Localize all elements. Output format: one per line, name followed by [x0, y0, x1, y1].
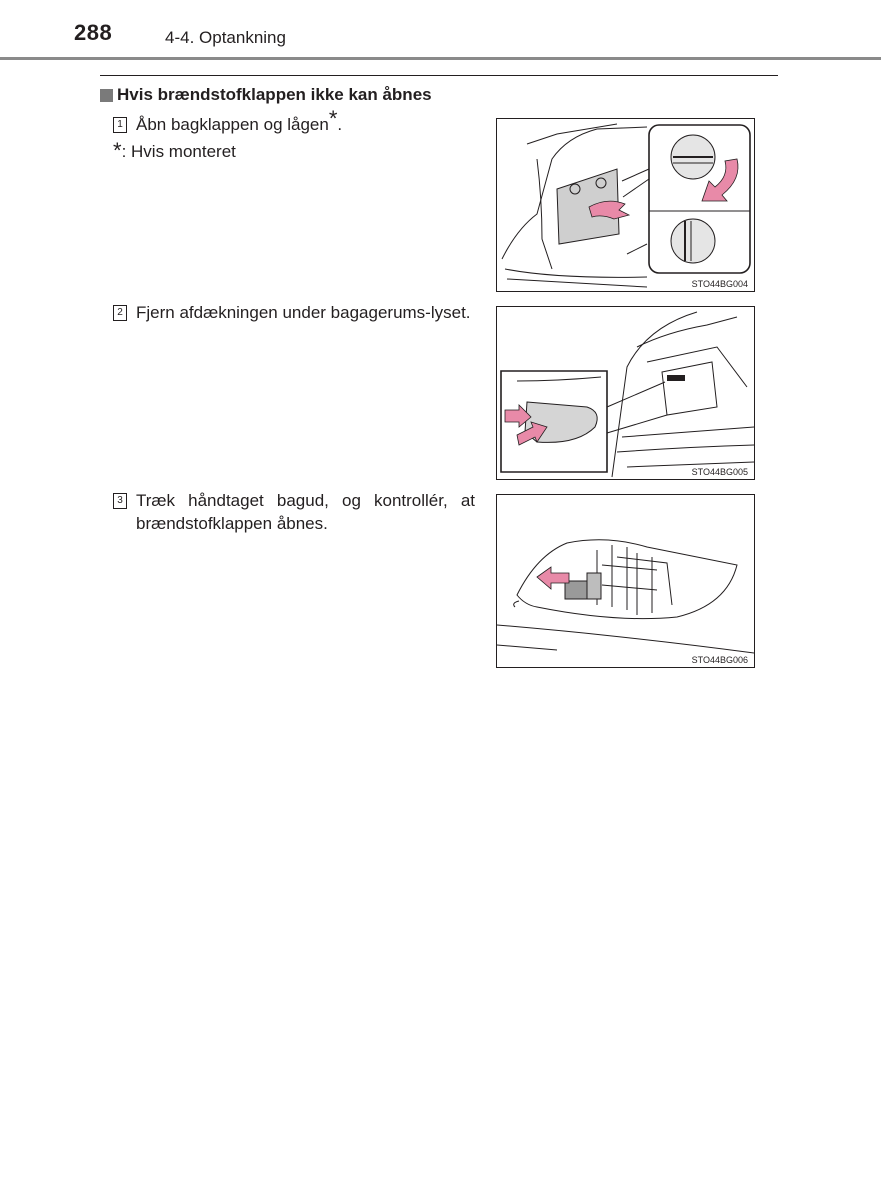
- footnote-text: : Hvis monteret: [121, 142, 236, 161]
- section-title-text: Hvis brændstofklappen ikke kan åbnes: [117, 85, 432, 104]
- figure-code-2: STO44BG005: [691, 467, 748, 477]
- section-divider: [100, 75, 778, 76]
- chapter-title: 4-4. Optankning: [165, 28, 286, 47]
- tailgate-illustration: [497, 119, 754, 291]
- section-heading: [100, 85, 432, 105]
- footnote-mark: *: [113, 138, 122, 163]
- step-3: [113, 489, 475, 535]
- step-2: [113, 301, 475, 324]
- step-number-1: 1: [113, 117, 127, 133]
- step-1: [113, 106, 475, 136]
- step-2-text: Fjern afdækningen under bagagerums-lyset.: [136, 303, 471, 322]
- square-bullet-icon: [100, 89, 113, 102]
- footnote: [113, 138, 236, 168]
- step-number-3: 3: [113, 493, 127, 509]
- step-1-text: Åbn bagklappen og lågen: [136, 115, 329, 134]
- figure-open-tailgate: [496, 118, 755, 292]
- figure-code-3: STO44BG006: [691, 655, 748, 665]
- footnote-star-icon: *: [328, 106, 338, 131]
- page-number: 288: [74, 20, 113, 45]
- step-1-suffix: .: [337, 115, 343, 134]
- step-3-text: Træk håndtaget bagud, og kontrollér, at brændstofklappen åbnes.: [136, 491, 475, 533]
- figure-pull-lever: [496, 494, 755, 668]
- figure-remove-cover: [496, 306, 755, 480]
- header-divider: [0, 57, 881, 60]
- fuel-lever-illustration: [497, 495, 754, 667]
- step-number-2: 2: [113, 305, 127, 321]
- luggage-light-illustration: [497, 307, 754, 479]
- figure-code-1: STO44BG004: [691, 279, 748, 289]
